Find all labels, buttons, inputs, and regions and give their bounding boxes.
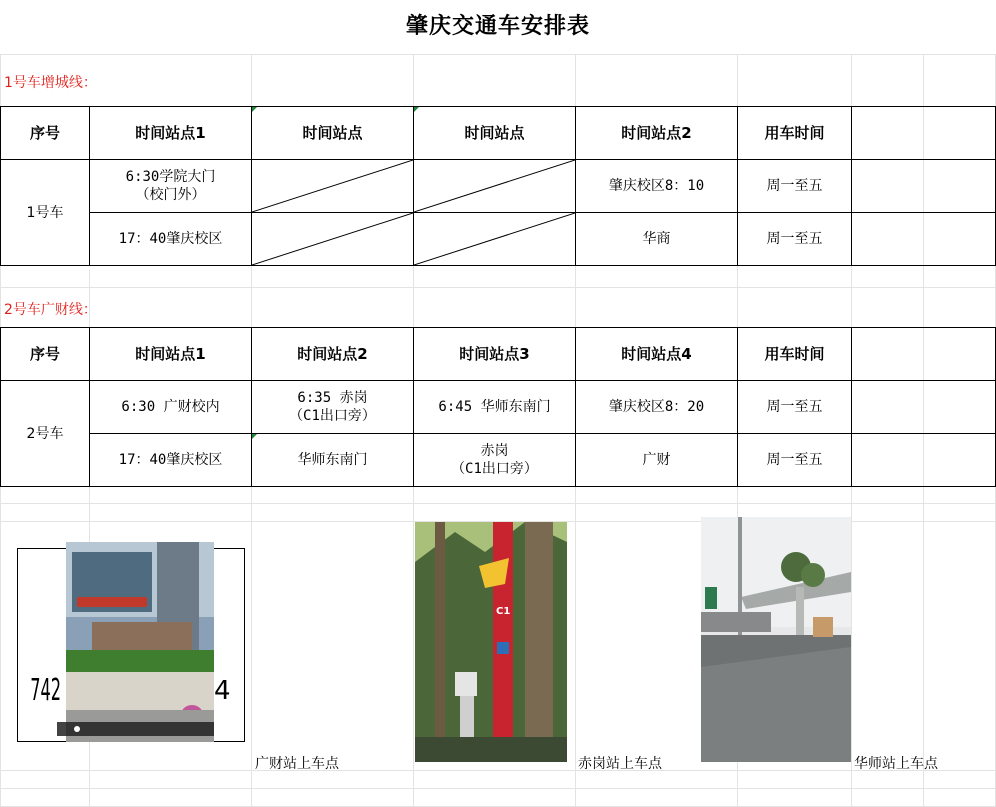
stop1-cell: 17：40肇庆校区 [90, 434, 252, 487]
table-row [1, 160, 996, 213]
header-days: 用车时间 [738, 107, 852, 160]
header-blank [852, 107, 996, 160]
header-index: 序号 [1, 107, 90, 160]
days-cell: 周一至五 [738, 434, 852, 487]
table-row [1, 381, 996, 434]
empty-diagonal-cell [252, 213, 414, 266]
sign-letter: C1 [496, 606, 511, 617]
blank-cell [852, 213, 996, 266]
vehicle-cell: 1号车 [1, 160, 90, 266]
guangcai-caption: 广财站上车点 [255, 756, 339, 772]
table-row [1, 213, 996, 266]
stop1-cell: 17：40肇庆校区 [90, 213, 252, 266]
guangcai-photo [17, 542, 245, 742]
huashi-photo [701, 517, 851, 762]
header-stop3: 时间站点3 [414, 328, 576, 381]
header-stop-a: 时间站点 [252, 107, 414, 160]
stop3-cell: 赤岗 （C1出口旁） [414, 434, 576, 487]
header-stop2: 时间站点2 [576, 107, 738, 160]
stop2-cell: 6:35 赤岗 （C1出口旁） [252, 381, 414, 434]
line2-heading: 2号车广财线： [4, 302, 97, 318]
vehicle-cell: 2号车 [1, 381, 90, 487]
header-stop2: 时间站点2 [252, 328, 414, 381]
chigang-caption: 赤岗站上车点 [578, 756, 662, 772]
header-days: 用车时间 [738, 328, 852, 381]
empty-diagonal-cell [414, 213, 576, 266]
stop4-cell: 肇庆校区8：20 [576, 381, 738, 434]
days-cell: 周一至五 [738, 381, 852, 434]
stop2-cell: 肇庆校区8：10 [576, 160, 738, 213]
huashi-caption: 华师站上车点 [854, 756, 938, 772]
header-blank [852, 328, 996, 381]
table-row [1, 434, 996, 487]
header-index: 序号 [1, 328, 90, 381]
stop2-cell: 华师东南门 [252, 434, 414, 487]
stop1-cell: 6:30学院大门 （校门外） [90, 160, 252, 213]
stop3-cell: 6:45 华师东南门 [414, 381, 576, 434]
side-number-left: 742 [30, 672, 62, 708]
stop2-cell: 华商 [576, 213, 738, 266]
line2-table [0, 327, 996, 487]
blank-cell [852, 381, 996, 434]
header-stop4: 时间站点4 [576, 328, 738, 381]
blank-cell [852, 160, 996, 213]
empty-diagonal-cell [414, 160, 576, 213]
side-number-right: 4 [214, 676, 231, 706]
blank-cell [852, 434, 996, 487]
header-stop1: 时间站点1 [90, 107, 252, 160]
chigang-photo [415, 522, 567, 762]
days-cell: 周一至五 [738, 213, 852, 266]
header-stop1: 时间站点1 [90, 328, 252, 381]
line1-heading: 1号车增城线： [4, 75, 97, 91]
stop1-cell: 6:30 广财校内 [90, 381, 252, 434]
empty-diagonal-cell [252, 160, 414, 213]
stop4-cell: 广财 [576, 434, 738, 487]
page-title: 肇庆交通车安排表 [405, 14, 590, 39]
header-stop-b: 时间站点 [414, 107, 576, 160]
days-cell: 周一至五 [738, 160, 852, 213]
line1-table [0, 106, 996, 266]
